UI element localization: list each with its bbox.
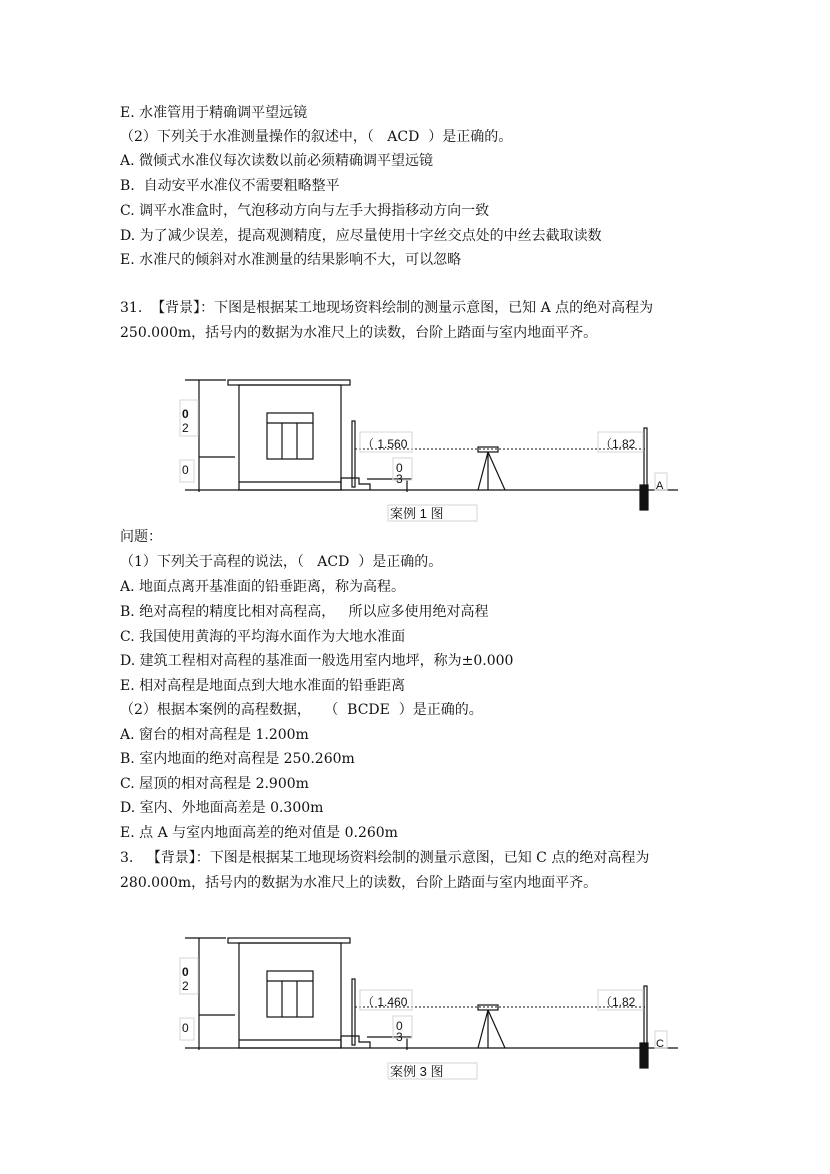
- text-line: E. 点 A 与室内地面高差的绝对值是 0.260m: [120, 825, 398, 841]
- dim-label-top: 2: [182, 421, 189, 435]
- text-line: D. 室内、外地面高差是 0.300m: [120, 800, 324, 816]
- step-dim-label: 0: [396, 1019, 403, 1033]
- dim-label-top: 0: [182, 965, 189, 979]
- text-line: C. 我国使用黄海的平均海水面作为大地水准面: [120, 629, 406, 645]
- dim-label-top: 0: [182, 407, 189, 421]
- dim-label-bottom: 0: [182, 463, 189, 477]
- text-line: C. 调平水准盒时，气泡移动方向与左手大拇指移动方向一致: [120, 203, 490, 219]
- step-dim-label: 0: [396, 461, 403, 475]
- step-dim-label: 3: [396, 1030, 403, 1044]
- text-line: （2）根据本案例的高程数据， （ BCDE ）是正确的。: [120, 702, 483, 718]
- left-staff-reading: （ 1.560: [362, 437, 408, 451]
- point-label: A: [656, 480, 664, 492]
- text-line: B. 绝对高程的精度比相对高程高， 所以应多使用绝对高程: [120, 604, 489, 620]
- window: [267, 971, 313, 1017]
- step-dim-label: 3: [396, 472, 403, 486]
- text-line: 250.000m，括号内的数据为水准尺上的读数，台阶上踏面与室内地面平齐。: [120, 325, 598, 341]
- text-line: D. 为了减少误差，提高观测精度，应尽量使用十字丝交点处的中丝去截取读数: [120, 228, 602, 244]
- text-line: E. 水准管用于精确调平望远镜: [120, 105, 308, 121]
- roof: [228, 938, 350, 943]
- text-line: （1）下列关于高程的说法，（ ACD ）是正确的。: [120, 554, 443, 570]
- benchmark-block: [640, 1043, 648, 1068]
- text-line: 31. 【背景】：下图是根据某工地现场资料绘制的测量示意图，已知 A 点的绝对高程为: [120, 300, 654, 316]
- text-line: B. 室内地面的绝对高程是 250.260m: [120, 751, 355, 767]
- text-line: E. 水准尺的倾斜对水准测量的结果影响不大，可以忽略: [120, 252, 462, 268]
- text-line: A. 微倾式水准仪每次读数以前必须精确调平望远镜: [120, 153, 434, 169]
- text-line: （2）下列关于水准测量操作的叙述中，（ ACD ）是正确的。: [120, 129, 513, 145]
- text-line: 3. 【背景】：下图是根据某工地现场资料绘制的测量示意图，已知 C 点的绝对高程为: [120, 850, 650, 866]
- text-line: A. 窗台的相对高程是 1.200m: [120, 727, 309, 743]
- tripod: [478, 1010, 505, 1048]
- text-line: C. 屋顶的相对高程是 2.900m: [120, 776, 309, 792]
- dim-label-bottom: 0: [182, 1021, 189, 1035]
- right-staff-reading: （1.82: [600, 995, 636, 1009]
- left-staff-reading: （ 1.460: [362, 995, 408, 1009]
- house-wall: [239, 943, 341, 1048]
- text-line: A. 地面点离开基准面的铅垂距离，称为高程。: [120, 579, 406, 595]
- point-label: C: [656, 1038, 664, 1050]
- right-staff-reading: （1.82: [600, 437, 636, 451]
- text-line: 问题：: [120, 529, 162, 545]
- text-line: E. 相对高程是地面点到大地水准面的铅垂距离: [120, 678, 406, 694]
- text-line: B. 自动安平水准仪不需要粗略整平: [120, 178, 340, 194]
- left-staff: [352, 979, 355, 1045]
- dim-label-top: 2: [182, 979, 189, 993]
- right-staff: [644, 986, 647, 1046]
- diagram-caption: 案例 1 图: [390, 506, 444, 521]
- text-line: D. 建筑工程相对高程的基准面一般选用室内地坪，称为±0.000: [120, 653, 514, 669]
- text-line: 280.000m，括号内的数据为水准尺上的读数，台阶上踏面与室内地面平齐。: [120, 875, 598, 891]
- diagram-caption: 案例 3 图: [390, 1064, 444, 1079]
